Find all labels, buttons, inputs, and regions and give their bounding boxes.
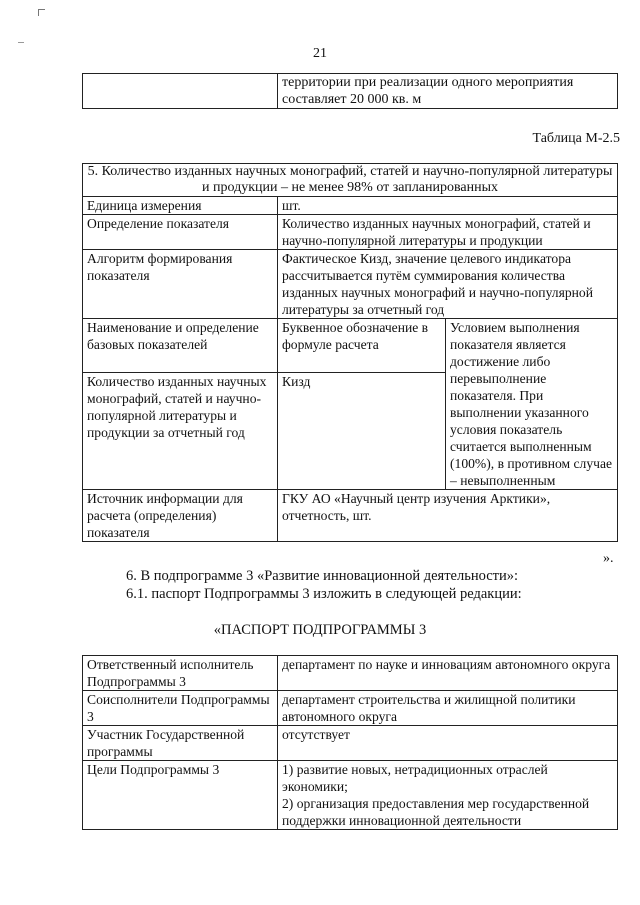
passport-row-value: департамент по науке и инновациям автономного округа	[278, 656, 618, 691]
indicator-title: 5. Количество изданных научных монографий, статей и научно-популярной литературы и продукции – не менее 98% от запланированных	[83, 164, 618, 197]
condition-text: Условием выполнения показателя является достижение либо перевыполнение показателя. При выполнении указанного условия показатель считается выполненным (100%), в противном случае – невыполненным	[446, 319, 618, 490]
continuation-table	[82, 73, 618, 109]
definition-value: Количество изданных научных монографий, статей и научно-популярной литературы и продукции	[278, 215, 618, 250]
passport-row-value: департамент строительства и жилищной политики автономного округа	[278, 691, 618, 726]
source-label: Источник информации для расчета (определения) показателя	[83, 490, 278, 542]
scan-mark-top	[38, 9, 45, 16]
page-number: 21	[313, 46, 327, 61]
unit-value: шт.	[278, 197, 618, 215]
table-label: Таблица М-2.5	[532, 131, 620, 146]
passport-title: «ПАСПОРТ ПОДПРОГРАММЫ 3	[213, 622, 427, 638]
algorithm-label: Алгоритм формирования показателя	[83, 250, 278, 319]
source-value: ГКУ АО «Научный центр изучения Арктики», отчетность, шт.	[278, 490, 618, 542]
definition-label: Определение показателя	[83, 215, 278, 250]
continuation-text: территории при реализации одного мероприятия составляет 20 000 кв. м	[278, 74, 618, 109]
passport-row-value: отсутствует	[278, 726, 618, 761]
base-indicators-label: Наименование и определение базовых показателей	[83, 319, 278, 373]
paragraph-6: 6. В подпрограмме 3 «Развитие инновационной деятельности»:	[126, 568, 519, 584]
closing-quote: ».	[603, 551, 614, 566]
passport-row-label: Участник Государственной программы	[83, 726, 278, 761]
scan-mark-left	[18, 42, 24, 43]
indicator-table	[82, 163, 618, 542]
count-label: Количество изданных научных монографий, статей и научно-популярной литературы и продукции за отчетный год	[83, 373, 278, 490]
algorithm-value: Фактическое Кизд, значение целевого индикатора рассчитывается путём суммирования количества изданных научных монографий и научно-популярной литературы за отчетный год	[278, 250, 618, 319]
symbol-header: Буквенное обозначение в формуле расчета	[278, 319, 446, 373]
paragraph-6-1: 6.1. паспорт Подпрограммы 3 изложить в следующей редакции:	[126, 586, 522, 602]
passport-row-label: Цели Подпрограммы 3	[83, 761, 278, 830]
passport-row-label: Соисполнители Подпрограммы 3	[83, 691, 278, 726]
unit-label: Единица измерения	[83, 197, 278, 215]
passport-row-value: 1) развитие новых, нетрадиционных отраслей экономики; 2) организация предоставления мер государственной поддержки инновационной деятельности	[278, 761, 618, 830]
passport-table	[82, 655, 618, 830]
continuation-empty-cell	[83, 74, 278, 109]
passport-row-label: Ответственный исполнитель Подпрограммы 3	[83, 656, 278, 691]
count-symbol: Кизд	[278, 373, 446, 490]
